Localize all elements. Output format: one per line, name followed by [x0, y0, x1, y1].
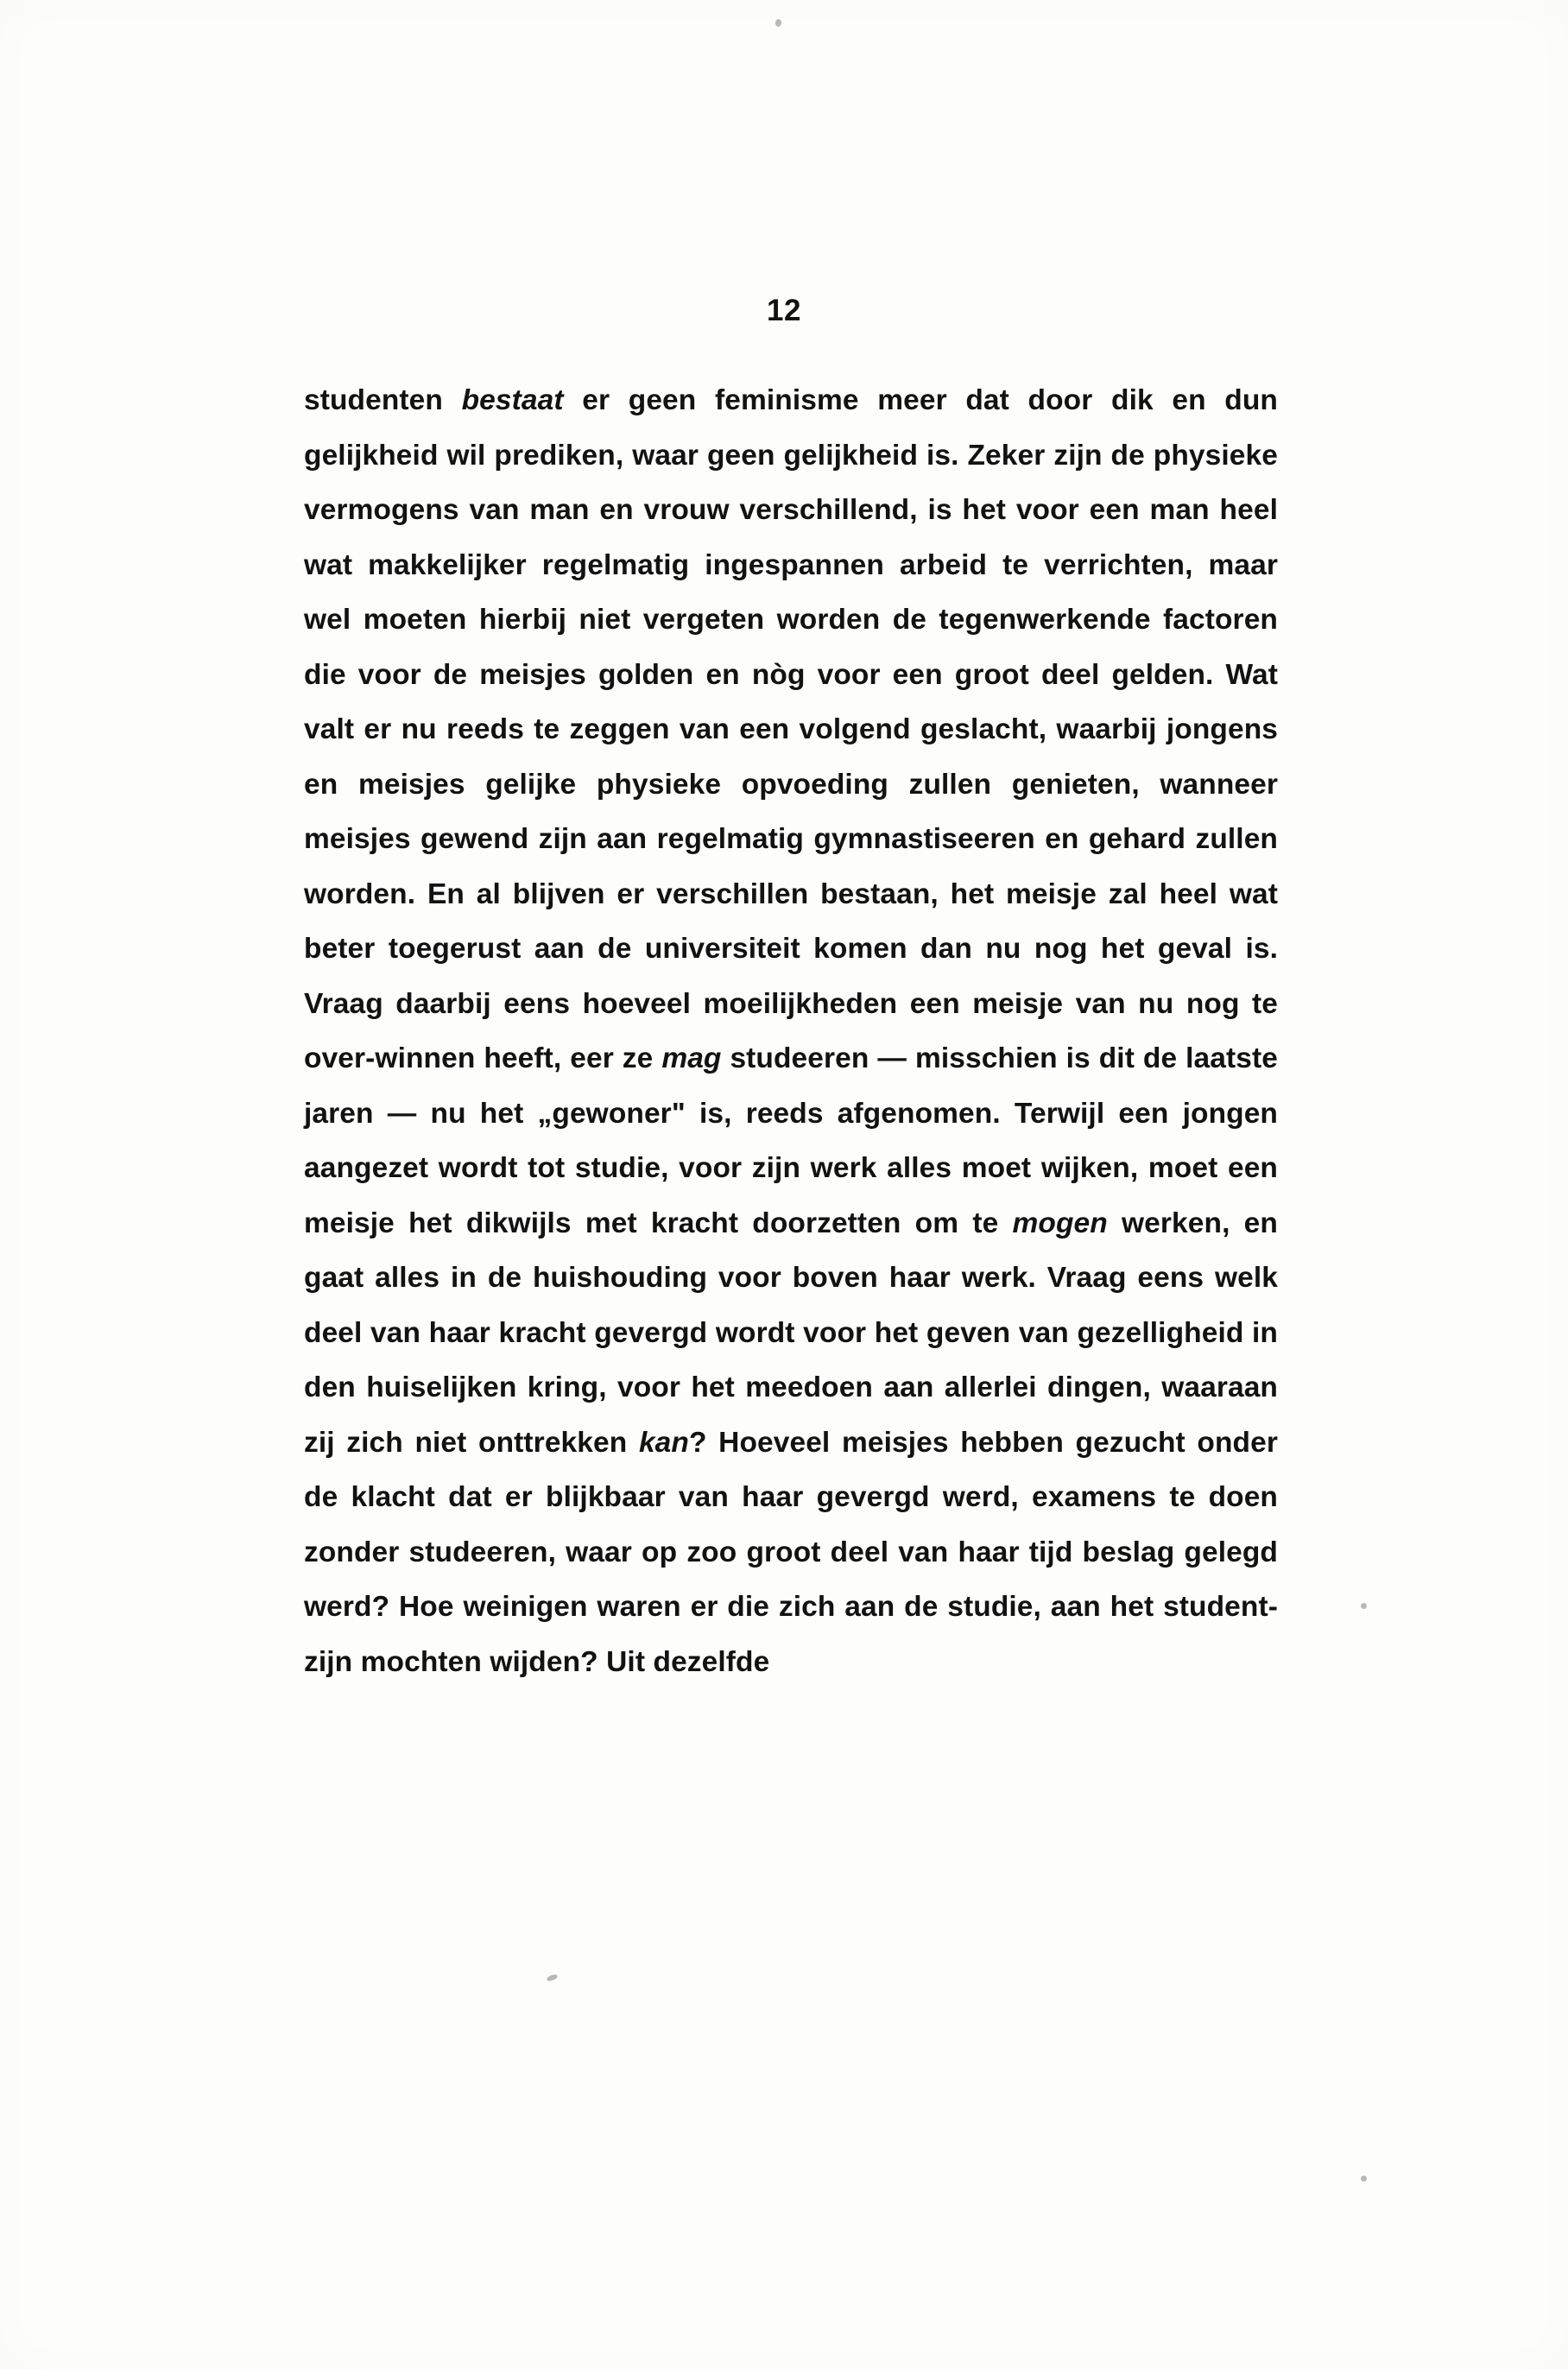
- scan-speck: [1361, 2176, 1367, 2182]
- text-run: studeeren — misschien is dit de laatste jaren — nu het „gewoner" is, reeds afgenomen. Terwijl een jongen aangezet wordt tot studie, voor zijn werk alles moet wijken, moet een meisje het dikwijls met kracht doorzetten om te: [304, 1042, 1278, 1239]
- emphasised-word: mag: [661, 1042, 722, 1074]
- scan-speck: [1361, 1603, 1367, 1609]
- scan-speck: [546, 1973, 558, 1982]
- emphasised-word: bestaat: [461, 384, 564, 416]
- body-paragraph: [304, 373, 1278, 1689]
- text-run: werken, en gaat alles in de huishouding voor boven haar werk. Vraag eens welk deel van haar kracht gevergd wordt voor het geven van gezelligheid in den huiselijken kring, voor het meedoen aan allerlei dingen, waaraan zij zich niet onttrekken: [304, 1207, 1278, 1459]
- text-run: studenten: [304, 384, 462, 416]
- emphasised-word: mogen: [1012, 1207, 1108, 1239]
- text-run: er geen feminisme meer dat door dik en dun gelijkheid wil prediken, waar geen gelijkheid is. Zeker zijn de physieke vermogens van man en vrouw verschillend, is het voor een man heel wat makkelijker regelmatig ingespannen arbeid te verrichten, maar wel moeten hierbij niet vergeten worden de tegenwerkende factoren die voor de meisjes golden en nòg voor een groot deel gelden. Wat valt er nu reeds te zeggen van een volgend geslacht, waarbij jongens en meisjes gelijke physieke opvoeding zullen genieten, wanneer meisjes gewend zijn aan regelmatig gymnastiseeren en gehard zullen worden. En al blijven er verschillen bestaan, het meisje zal heel wat beter toegerust aan de universiteit komen dan nu nog het geval is. Vraag daarbij eens hoeveel moeilijkheden een meisje van nu nog te over-winnen heeft, eer ze: [304, 384, 1278, 1074]
- emphasised-word: kan: [638, 1426, 689, 1459]
- scan-speck: [775, 19, 781, 27]
- page-number: 12: [767, 294, 801, 327]
- text-run: ? Hoeveel meisjes hebben gezucht onder de klacht dat er blijkbaar van haar gevergd werd, examens te doen zonder studeeren, waar op zoo groot deel van haar tijd beslag gelegd werd? Hoe weinigen waren er die zich aan de studie, aan het student-zijn mochten wijden? Uit dezelfde: [304, 1426, 1278, 1678]
